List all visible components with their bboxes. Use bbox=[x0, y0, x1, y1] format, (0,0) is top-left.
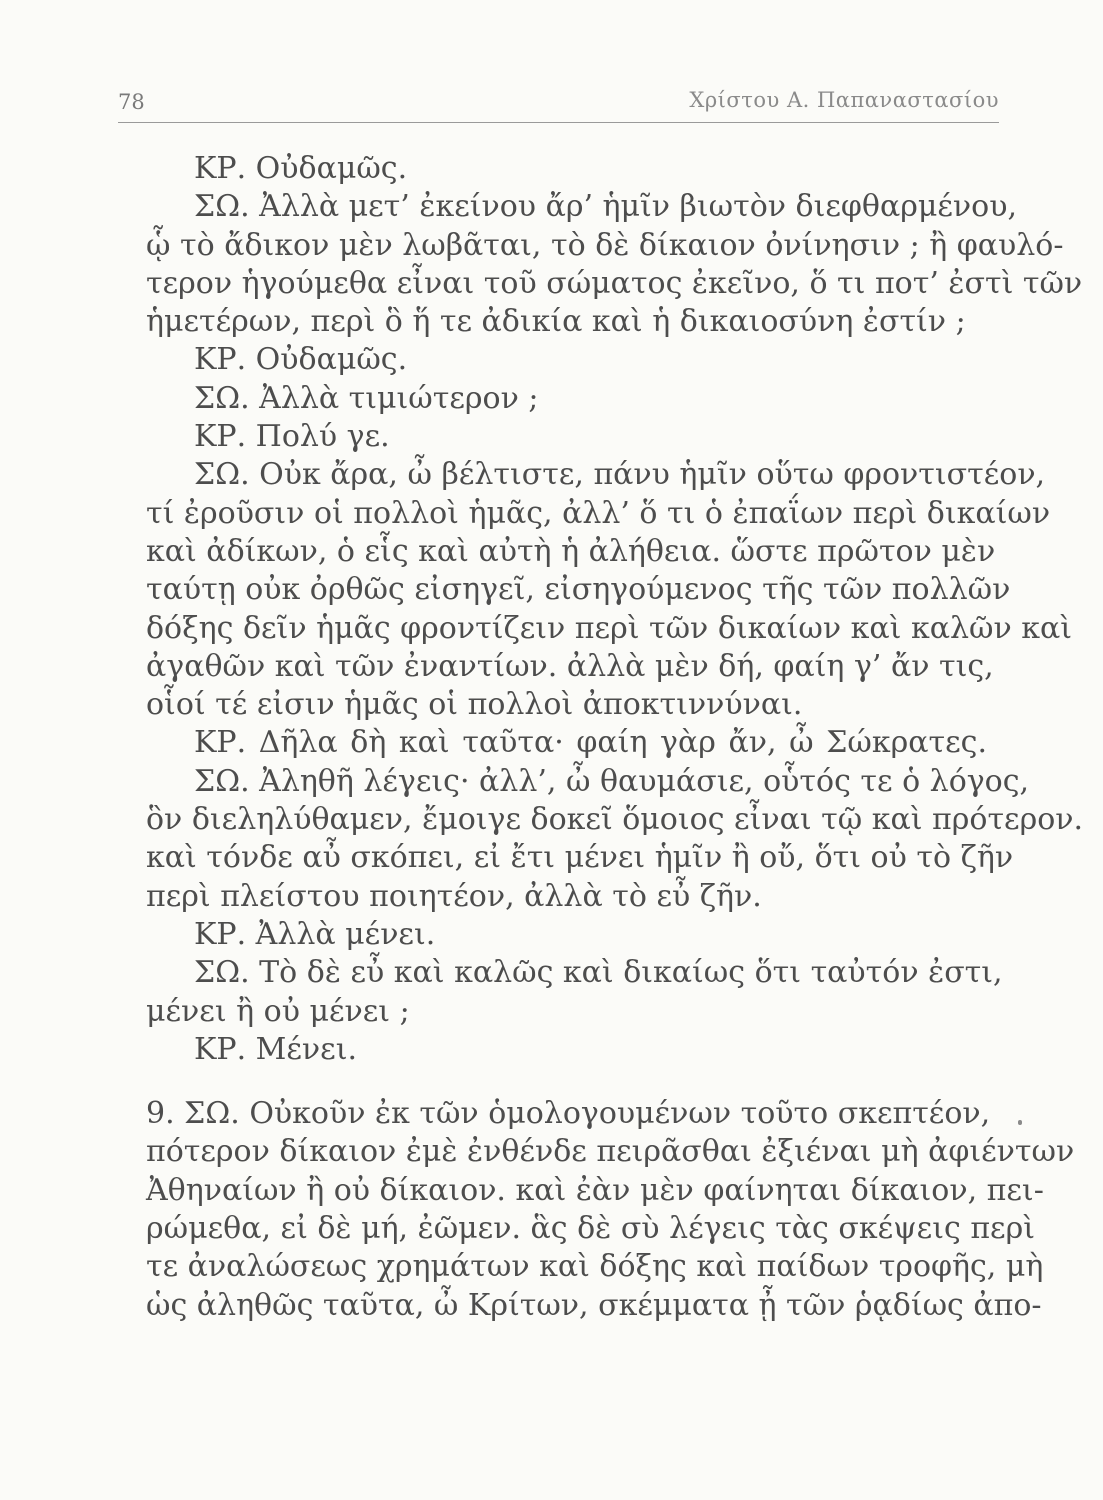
text-line: δόξης δεῖν ἡμᾶς φροντίζειν περὶ τῶν δικαίων καὶ καλῶν καὶ bbox=[146, 610, 1073, 646]
header-rule bbox=[118, 122, 999, 123]
section-gap bbox=[146, 1069, 987, 1095]
text-line: ΣΩ. Ἀλλὰ τιμιώτερον ; bbox=[194, 380, 539, 416]
page-number: 78 bbox=[118, 90, 145, 114]
text-line: καὶ ἀδίκων, ὁ εἷς καὶ αὐτὴ ἡ ἀλήθεια. ὥστε πρῶτον μὲν bbox=[146, 533, 996, 569]
text-line: οἷοί τέ εἰσιν ἡμᾶς οἱ πολλοὶ ἀποκτιννύναι. bbox=[146, 687, 803, 723]
text-line: τερον ἡγούμεθα εἶναι τοῦ σώματος ἐκεῖνο, ὅ τι ποτ’ ἐστὶ τῶν bbox=[146, 265, 1083, 301]
text-line: τί ἐροῦσιν οἱ πολλοὶ ἡμᾶς, ἀλλ’ ὅ τι ὁ ἐπαΐων περὶ δικαίων bbox=[146, 495, 1051, 531]
text-line: ᾧ τὸ ἄδικον μὲν λωβᾶται, τὸ δὲ δίκαιον ὀνίνησιν ; ἢ φαυλό- bbox=[146, 227, 1064, 263]
text-line: ΚΡ. Ἀλλὰ μένει. bbox=[194, 916, 436, 952]
text-line: 9. ΣΩ. Οὐκοῦν ἐκ τῶν ὁμολογουμένων τοῦτο σκεπτέον, bbox=[146, 1096, 991, 1132]
text-line: τε ἀναλώσεως χρημάτων καὶ δόξης καὶ παίδων τροφῆς, μὴ bbox=[146, 1249, 1044, 1285]
text-line: ΣΩ. Ἀλλὰ μετ’ ἐκείνου ἄρ’ ἡμῖν βιωτὸν διεφθαρμένου, bbox=[194, 189, 1017, 225]
text-line: ΣΩ. Τὸ δὲ εὖ καὶ καλῶς καὶ δικαίως ὅτι ταὐτόν ἐστι, bbox=[194, 955, 1003, 991]
text-line: ΣΩ. Οὐκ ἄρα, ὦ βέλτιστε, πάνυ ἡμῖν οὕτω φροντιστέον, bbox=[194, 457, 1046, 493]
text-line: ἡμετέρων, περὶ ὃ ἥ τε ἀδικία καὶ ἡ δικαιοσύνη ἐστίν ; bbox=[146, 304, 966, 340]
margin-mark bbox=[1018, 1120, 1022, 1125]
text-line: καὶ τόνδε αὖ σκόπει, εἰ ἔτι μένει ἡμῖν ἢ οὔ, ὅτι οὐ τὸ ζῆν bbox=[146, 840, 1014, 876]
text-line: ταύτῃ οὐκ ὀρθῶς εἰσηγεῖ, εἰσηγούμενος τῆς τῶν πολλῶν bbox=[146, 572, 1011, 608]
body-text bbox=[146, 150, 1084, 1325]
text-line: ΚΡ. Πολύ γε. bbox=[194, 419, 390, 455]
text-line: ἀγαθῶν καὶ τῶν ἐναντίων. ἀλλὰ μὲν δή, φαίη γ’ ἄν τις, bbox=[146, 648, 994, 684]
text-line: περὶ πλείστου ποιητέον, ἀλλὰ τὸ εὖ ζῆν. bbox=[146, 878, 762, 914]
text-line: Ἀθηναίων ἢ οὐ δίκαιον. καὶ ἐὰν μὲν φαίνηται δίκαιον, πει- bbox=[146, 1172, 1044, 1208]
text-line: ΚΡ. Οὐδαμῶς. bbox=[194, 342, 408, 378]
page-header bbox=[118, 80, 999, 120]
text-line: ΚΡ. Μένει. bbox=[194, 1031, 358, 1067]
text-line: ΚΡ. Οὐδαμῶς. bbox=[194, 151, 408, 186]
text-line: ὡς ἀληθῶς ταῦτα, ὦ Κρίτων, σκέμματα ᾖ τῶν ῥᾳδίως ἀπο- bbox=[146, 1287, 1042, 1323]
text-line: ΣΩ. Ἀληθῆ λέγεις· ἀλλ’, ὦ θαυμάσιε, οὗτός τε ὁ λόγος, bbox=[194, 763, 1030, 799]
text-line: μένει ἢ οὐ μένει ; bbox=[146, 993, 410, 1029]
text-line: πότερον δίκαιον ἐμὲ ἐνθένδε πειρᾶσθαι ἐξιέναι μὴ ἀφιέντων bbox=[146, 1134, 1075, 1170]
text-line: ρώμεθα, εἰ δὲ μή, ἐῶμεν. ἃς δὲ σὺ λέγεις τὰς σκέψεις περὶ bbox=[146, 1211, 1035, 1247]
text-line: ὃν διεληλύθαμεν, ἔμοιγε δοκεῖ ὅμοιος εἶναι τῷ καὶ πρότερον. bbox=[146, 802, 1084, 838]
running-head: Χρίστου Α. Παπαναστασίου bbox=[689, 88, 999, 112]
text-line: ΚΡ. Δῆλα δὴ καὶ ταῦτα· φαίη γὰρ ἄν, ὦ Σώκρατες. bbox=[194, 725, 987, 761]
